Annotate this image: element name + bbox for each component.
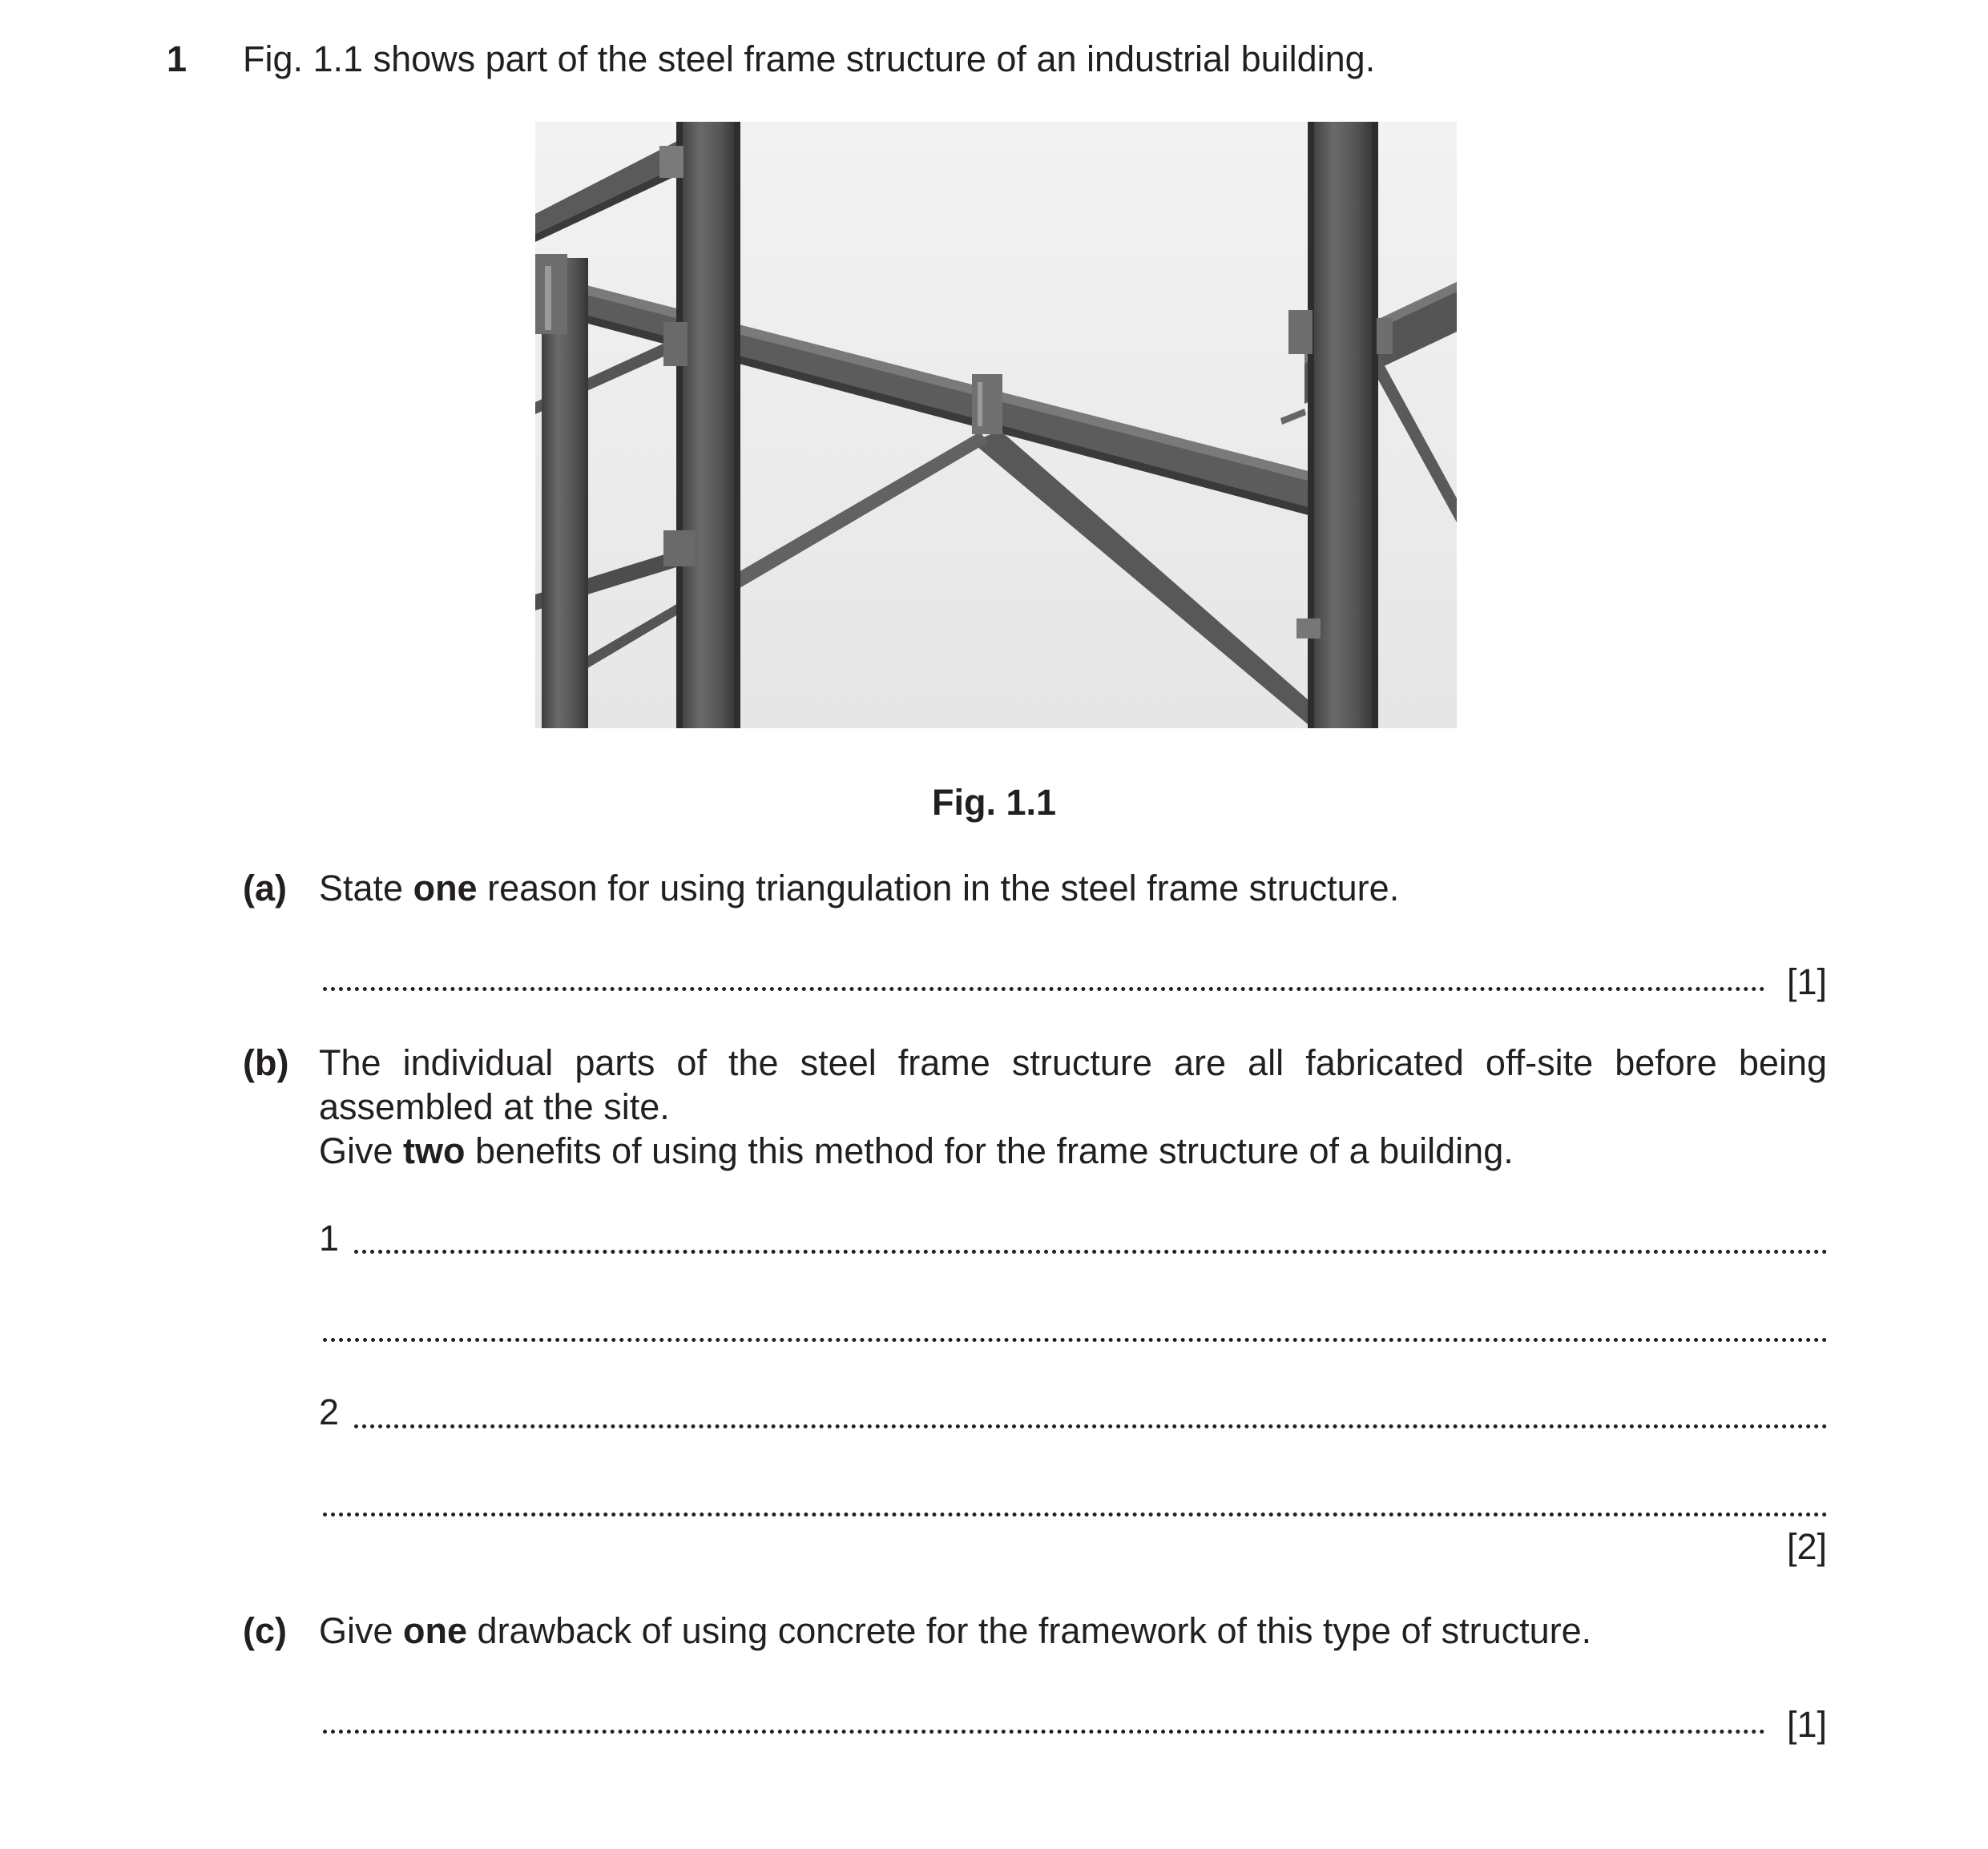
part-b-answer-2-line-2[interactable] — [323, 1511, 1828, 1517]
figure-caption: Fig. 1.1 — [931, 782, 1057, 823]
part-c-answer-line[interactable] — [323, 1728, 1765, 1734]
part-b-line-3-before: Give — [319, 1130, 404, 1171]
part-a-mark: [1] — [1786, 961, 1827, 1002]
part-c-text-before: Give — [319, 1610, 404, 1651]
part-a-text — [319, 868, 1399, 909]
part-c-text — [319, 1610, 1591, 1652]
part-b-line-2: assembled at the site. — [319, 1086, 670, 1127]
part-a-text-after: reason for using triangulation in the steel frame structure. — [477, 868, 1400, 908]
part-b-answer-number-1: 1 — [319, 1218, 340, 1259]
part-a-answer-line[interactable] — [323, 985, 1765, 991]
steel-frame-photo — [535, 122, 1457, 728]
part-a-text-before: State — [319, 868, 413, 908]
part-b-answer-2-line-1[interactable] — [354, 1423, 1828, 1428]
part-b-line-3 — [319, 1130, 1514, 1172]
part-b-label: (b) — [243, 1042, 289, 1083]
part-b-line-3-bold: two — [403, 1130, 466, 1171]
question-number: 1 — [167, 38, 188, 79]
question-intro: Fig. 1.1 shows part of the steel frame structure of an industrial building. — [243, 38, 1376, 79]
part-b-answer-number-2: 2 — [319, 1392, 340, 1432]
part-b-answer-1-line-1[interactable] — [354, 1248, 1828, 1254]
part-c-mark: [1] — [1786, 1704, 1827, 1745]
part-c-text-bold: one — [403, 1610, 468, 1651]
part-b-mark: [2] — [1786, 1526, 1827, 1567]
part-a-text-bold: one — [413, 868, 478, 908]
part-c-label: (c) — [243, 1610, 287, 1651]
part-b-line-3-after: benefits of using this method for the frame structure of a building. — [465, 1130, 1514, 1171]
part-b-line-1: The individual parts of the steel frame structure are all fabricated off-site before being — [319, 1042, 1827, 1083]
part-a-label: (a) — [243, 868, 287, 908]
part-c-text-after: drawback of using concrete for the framework of this type of structure. — [467, 1610, 1592, 1651]
part-b-answer-1-line-2[interactable] — [323, 1336, 1828, 1342]
